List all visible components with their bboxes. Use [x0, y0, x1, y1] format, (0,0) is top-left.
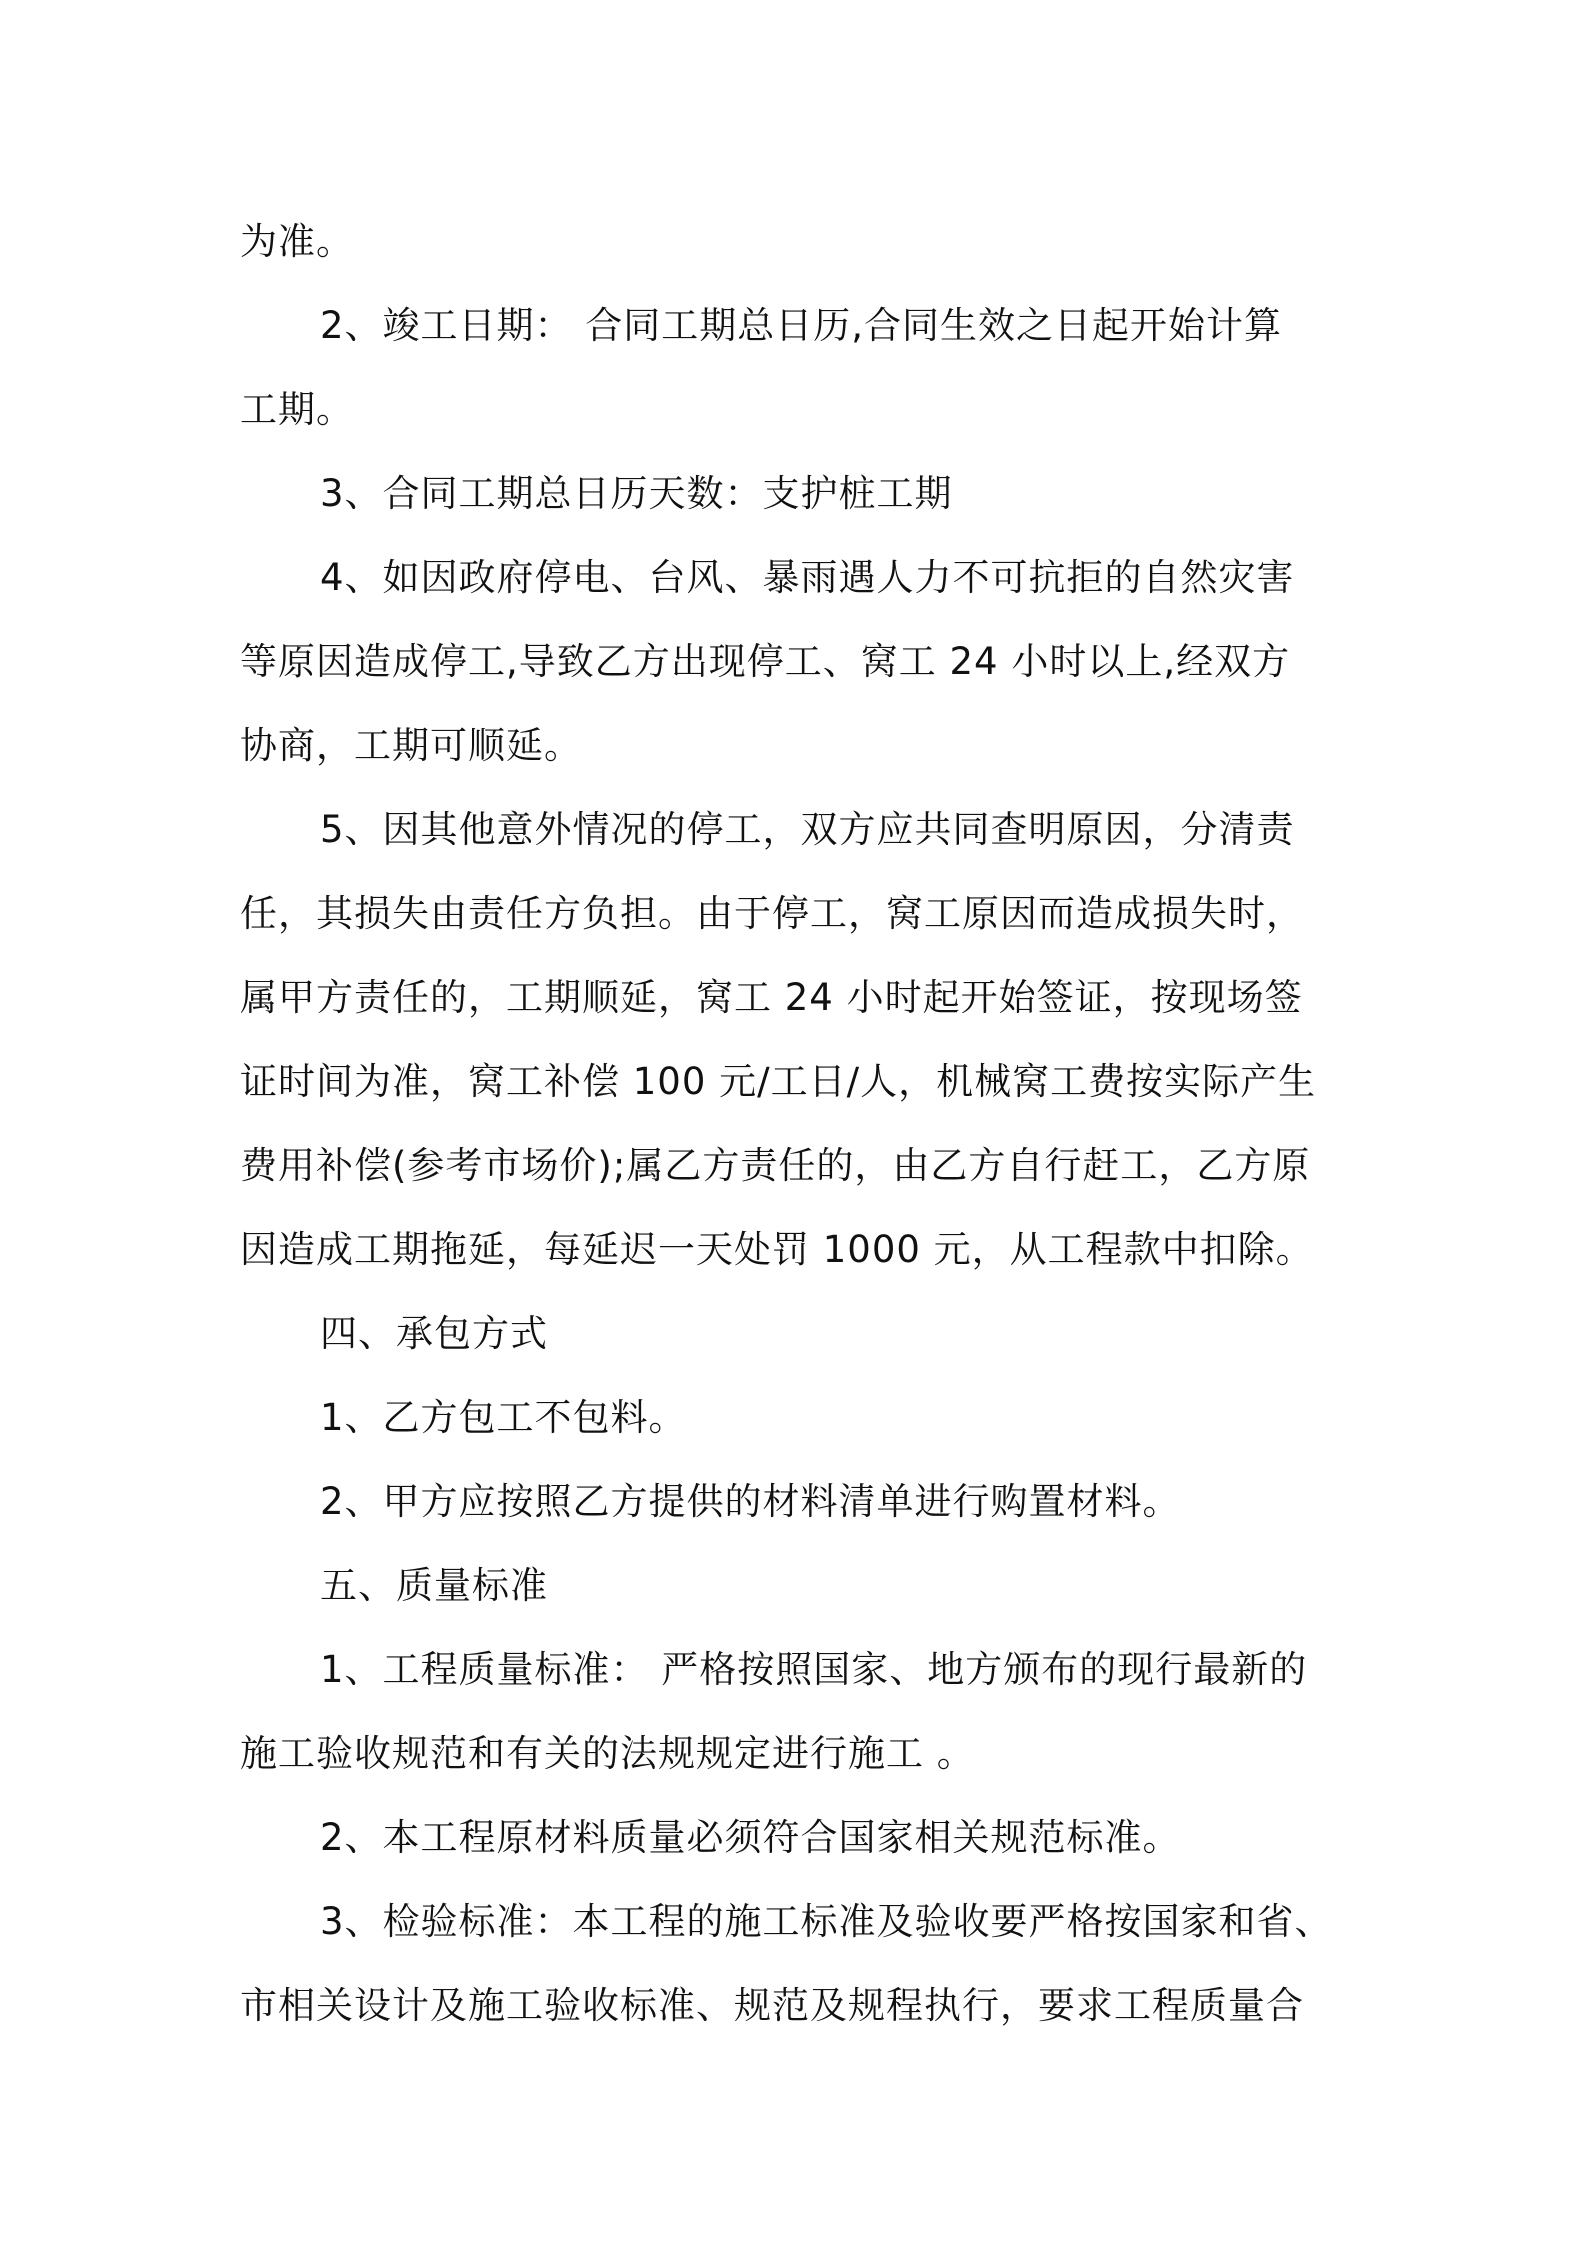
text-line: 费用补偿(参考市场价);属乙方责任的，由乙方自行赶工，乙方原: [240, 1144, 1311, 1187]
text-line: 协商，工期可顺延。: [240, 724, 582, 767]
text-line: 4、如因政府停电、台风、暴雨遇人力不可抗拒的自然灾害: [320, 556, 1295, 599]
text-line: 3、合同工期总日历天数：支护桩工期: [320, 472, 953, 515]
text-line: 市相关设计及施工验收标准、规范及规程执行，要求工程质量合: [240, 1984, 1304, 2027]
document-body: [240, 200, 1360, 2048]
text-line: 因造成工期拖延，每延迟一天处罚 1000 元，从工程款中扣除。: [240, 1228, 1314, 1271]
section-heading: 五、质量标准: [320, 1564, 548, 1607]
section-heading: 四、承包方式: [320, 1312, 548, 1355]
text-line: 为准。: [240, 220, 354, 263]
text-line: 1、乙方包工不包料。: [320, 1396, 687, 1439]
text-line: 2、甲方应按照乙方提供的材料清单进行购置材料。: [320, 1480, 1181, 1523]
text-line: 证时间为准，窝工补偿 100 元/工日/人，机械窝工费按实际产生: [240, 1060, 1317, 1103]
text-line: 属甲方责任的，工期顺延，窝工 24 小时起开始签证，按现场签: [240, 976, 1303, 1019]
text-line: 3、检验标准：本工程的施工标准及验收要严格按国家和省、: [320, 1900, 1333, 1943]
text-line: 2、竣工日期： 合同工期总日历,合同生效之日起开始计算: [320, 304, 1283, 347]
text-line: 工期。: [240, 388, 354, 431]
text-line: 2、本工程原材料质量必须符合国家相关规范标准。: [320, 1816, 1181, 1859]
text-line: 1、工程质量标准： 严格按照国家、地方颁布的现行最新的: [320, 1648, 1308, 1691]
text-line: 施工验收规范和有关的法规规定进行施工 。: [240, 1732, 975, 1775]
text-line: 5、因其他意外情况的停工，双方应共同查明原因，分清责: [320, 808, 1295, 851]
text-line: 等原因造成停工,导致乙方出现停工、窝工 24 小时以上,经双方: [240, 640, 1291, 683]
text-line: 任，其损失由责任方负担。由于停工，窝工原因而造成损失时，: [240, 892, 1304, 935]
